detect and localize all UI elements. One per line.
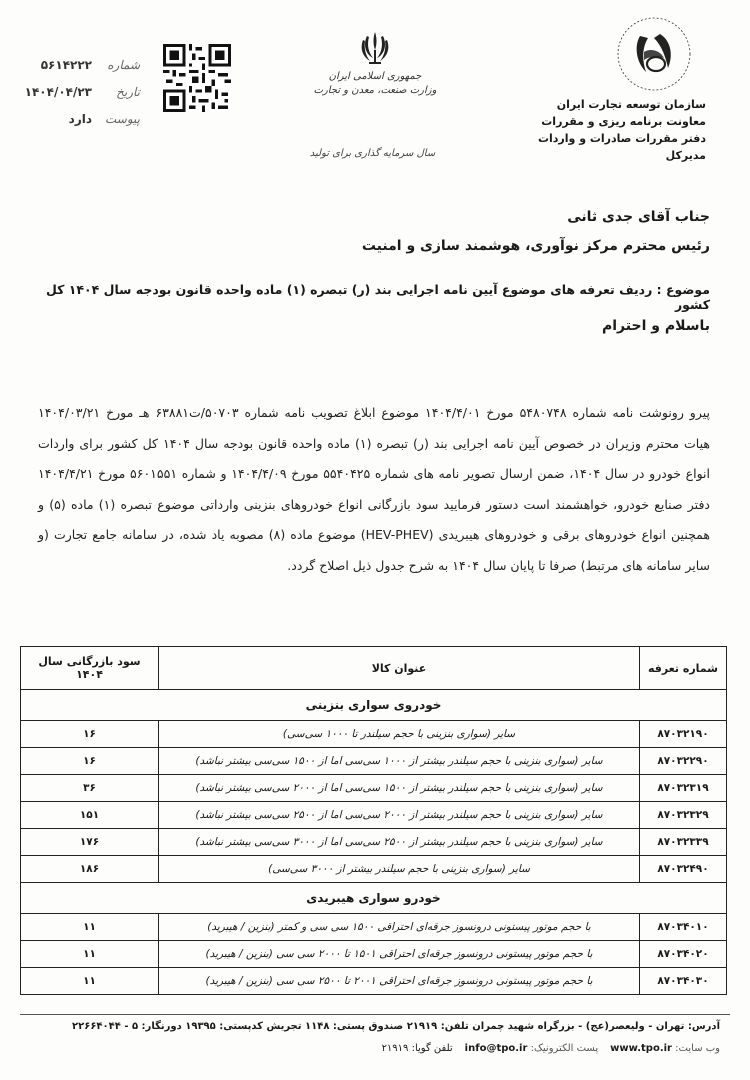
goods-title: با حجم موتور پیستونی درونسوز جرقه‌ای احتراقی ۱۵۰۱ تا ۲۰۰۰ سی سی (بنزین / هیبرید) [159, 941, 640, 968]
goods-title: سایر (سواری بنزینی با حجم سیلندر بیشتر از ۲۰۰۰ سی‌سی اما از ۲۵۰۰ سی‌سی بیشتر نباشد) [159, 802, 640, 829]
date-label: تاریخ [116, 85, 140, 99]
addressee [50, 203, 710, 261]
date-value: ۱۴۰۴/۰۴/۲۳ [24, 85, 92, 99]
attachment-value: دارد [68, 112, 92, 126]
letter-body: پیرو رونوشت نامه شماره ۵۴۸۰۷۴۸ مورخ ۱۴۰۴/۴/۰۱ موضوع ابلاغ تصویب نامه شماره ۵۰۷۰۳/ت۶۳۸۸۱ هـ مورخ ۱۴۰۴/۰۳/۲۱ هیات محترم وزیران در خصوص آیین نامه اجرایی بند (ر) تبصره (۱) ماده واحده قانون بودجه سال ۱۴۰۴ کل کشور برای واردات انواع خودرو در سال ۱۴۰۴، ضمن ارسال تصویر نامه های شماره ۵۵۴۰۴۲۵ مورخ ۱۴۰۴/۴/۰۹ و شماره ۵۶۰۱۵۵۱ مورخ ۱۴۰۴/۴/۲۱ دفتر صنایع خودرو، خواهشمند است دستور فرمایید سود بازرگانی انواع خودروهای بنزینی وارداتی موضوع تبصره (۱) ماده (۵) و همچنین انواع خودروهای برقی و خودروهای هیبریدی (HEV-PHEV) موضوع ماده (۸) مصوبه یاد شده، در سامانه جامع تجارت (و سایر سامانه های مرتبط) صرفا تا پایان سال ۱۴۰۴ به شرح جدول ذیل اصلاح گردد. [38, 405, 710, 573]
number-label: شماره [107, 58, 140, 72]
org-line-1: سازمان توسعه تجارت ایران [556, 98, 706, 111]
letter-date [20, 79, 140, 106]
commercial-profit: ۱۶ [21, 721, 159, 748]
table-row [21, 856, 727, 883]
organization-lines [510, 96, 730, 164]
table-header-row [21, 647, 727, 690]
number-value: ۵۶۱۴۲۲۲ [40, 58, 92, 72]
tariff-code: ۸۷۰۳۲۱۹۰ [640, 721, 727, 748]
qr-code-icon [163, 44, 231, 112]
organization-block [510, 14, 730, 164]
iran-emblem-icon [359, 30, 391, 66]
tariff-code: ۸۷۰۳۴۰۳۰ [640, 968, 727, 995]
letter-attachment [20, 106, 140, 133]
letter-number [20, 52, 140, 79]
commercial-profit: ۳۶ [21, 775, 159, 802]
group-name: خودرو سواری هیبریدی [21, 883, 727, 914]
table-row [21, 802, 727, 829]
tariff-code: ۸۷۰۳۲۳۲۹ [640, 802, 727, 829]
commercial-profit: ۱۶ [21, 748, 159, 775]
goods-title: با حجم موتور پیستونی درونسوز جرقه‌ای احتراقی ۲۰۰۱ تا ۲۵۰۰ سی سی (بنزین / هیبرید) [159, 968, 640, 995]
table-row [21, 775, 727, 802]
footer-address: آدرس: تهران - ولیعصر(عج) - بزرگراه شهید چمران تلفن: ۲۱۹۱۹ صندوق پستی: ۱۱۴۸ تجریش کدپستی: ۱۹۳۹۵ دورنگار: ۵ - ۲۲۶۶۴۰۴۴ [72, 1021, 720, 1032]
email-link[interactable]: info@tpo.ir [464, 1043, 528, 1054]
group-name: خودروی سواری بنزینی [21, 690, 727, 721]
tariff-code: ۸۷۰۳۴۰۱۰ [640, 914, 727, 941]
tariff-table [20, 646, 727, 995]
goods-title: سایر (سواری بنزینی با حجم سیلندر تا ۱۰۰۰ سی‌سی) [159, 721, 640, 748]
org-line-4: مدیرکل [665, 149, 706, 162]
footer-email [465, 1043, 598, 1054]
footer-phone: تلفن گویا: ۲۱۹۱۹ [381, 1043, 453, 1054]
addressee-name: جناب آقای جدی ثانی [567, 209, 710, 225]
header-tariff-code: شماره تعرفه [640, 647, 727, 690]
footer-contact [20, 1043, 720, 1054]
group-row-gasoline [21, 690, 727, 721]
tpo-logo-icon [598, 14, 710, 96]
table-row [21, 748, 727, 775]
org-line-2: معاونت برنامه ریزی و مقررات [541, 115, 706, 128]
year-slogan: سال سرمایه گذاری برای تولید [309, 148, 436, 159]
tariff-code: ۸۷۰۳۴۰۲۰ [640, 941, 727, 968]
letter-subject: موضوع : ردیف تعرفه های موضوع آیین نامه اجرایی بند (ر) تبصره (۱) ماده واحده قانون بودجه سال ۱۴۰۴ کل کشور [45, 282, 710, 312]
ministry-line-2: وزارت صنعت، معدن و تجارت [313, 85, 437, 96]
footer-divider [20, 1014, 730, 1015]
goods-title: سایر (سواری بنزینی با حجم سیلندر بیشتر از ۲۵۰۰ سی‌سی اما از ۳۰۰۰ سی‌سی بیشتر نباشد) [159, 829, 640, 856]
website-link[interactable]: www.tpo.ir [610, 1043, 672, 1054]
table-row [21, 914, 727, 941]
website-label: وب سایت: [675, 1043, 720, 1054]
goods-title: سایر (سواری بنزینی با حجم سیلندر بیشتر از ۱۰۰۰ سی‌سی اما از ۱۵۰۰ سی‌سی بیشتر نباشد) [159, 748, 640, 775]
ministry-line-1: جمهوری اسلامی ایران [328, 71, 422, 82]
salutation: باسلام و احترام [602, 318, 710, 334]
header-goods-title: عنوان کالا [159, 647, 640, 690]
tariff-code: ۸۷۰۳۲۳۱۹ [640, 775, 727, 802]
commercial-profit: ۱۱ [21, 914, 159, 941]
attachment-label: پیوست [105, 112, 140, 126]
email-label: پست الکترونیک: [530, 1043, 599, 1054]
commercial-profit: ۱۸۶ [21, 856, 159, 883]
goods-title: با حجم موتور پیستونی درونسوز جرقه‌ای احتراقی ۱۵۰۰ سی سی و کمتر (بنزین / هیبرید) [159, 914, 640, 941]
addressee-title: رئیس محترم مرکز نوآوری، هوشمند سازی و امنیت [361, 238, 710, 254]
table-row [21, 721, 727, 748]
letter-meta [20, 52, 140, 133]
tariff-code: ۸۷۰۳۲۳۳۹ [640, 829, 727, 856]
org-line-3: دفتر مقررات صادرات و واردات [537, 132, 706, 145]
tariff-code: ۸۷۰۳۲۴۹۰ [640, 856, 727, 883]
header-commercial-profit: سود بازرگانی سال ۱۴۰۴ [21, 647, 159, 690]
goods-title: سایر (سواری بنزینی با حجم سیلندر بیشتر از ۳۰۰۰ سی‌سی) [159, 856, 640, 883]
commercial-profit: ۱۱ [21, 968, 159, 995]
table-row [21, 941, 727, 968]
table-row [21, 968, 727, 995]
footer-website [610, 1043, 720, 1054]
commercial-profit: ۱۱ [21, 941, 159, 968]
tariff-code: ۸۷۰۳۲۲۹۰ [640, 748, 727, 775]
table-row [21, 829, 727, 856]
commercial-profit: ۱۷۶ [21, 829, 159, 856]
group-row-hybrid [21, 883, 727, 914]
commercial-profit: ۱۵۱ [21, 802, 159, 829]
ministry-block [290, 30, 460, 98]
goods-title: سایر (سواری بنزینی با حجم سیلندر بیشتر از ۱۵۰۰ سی‌سی اما از ۲۰۰۰ سی‌سی بیشتر نباشد) [159, 775, 640, 802]
